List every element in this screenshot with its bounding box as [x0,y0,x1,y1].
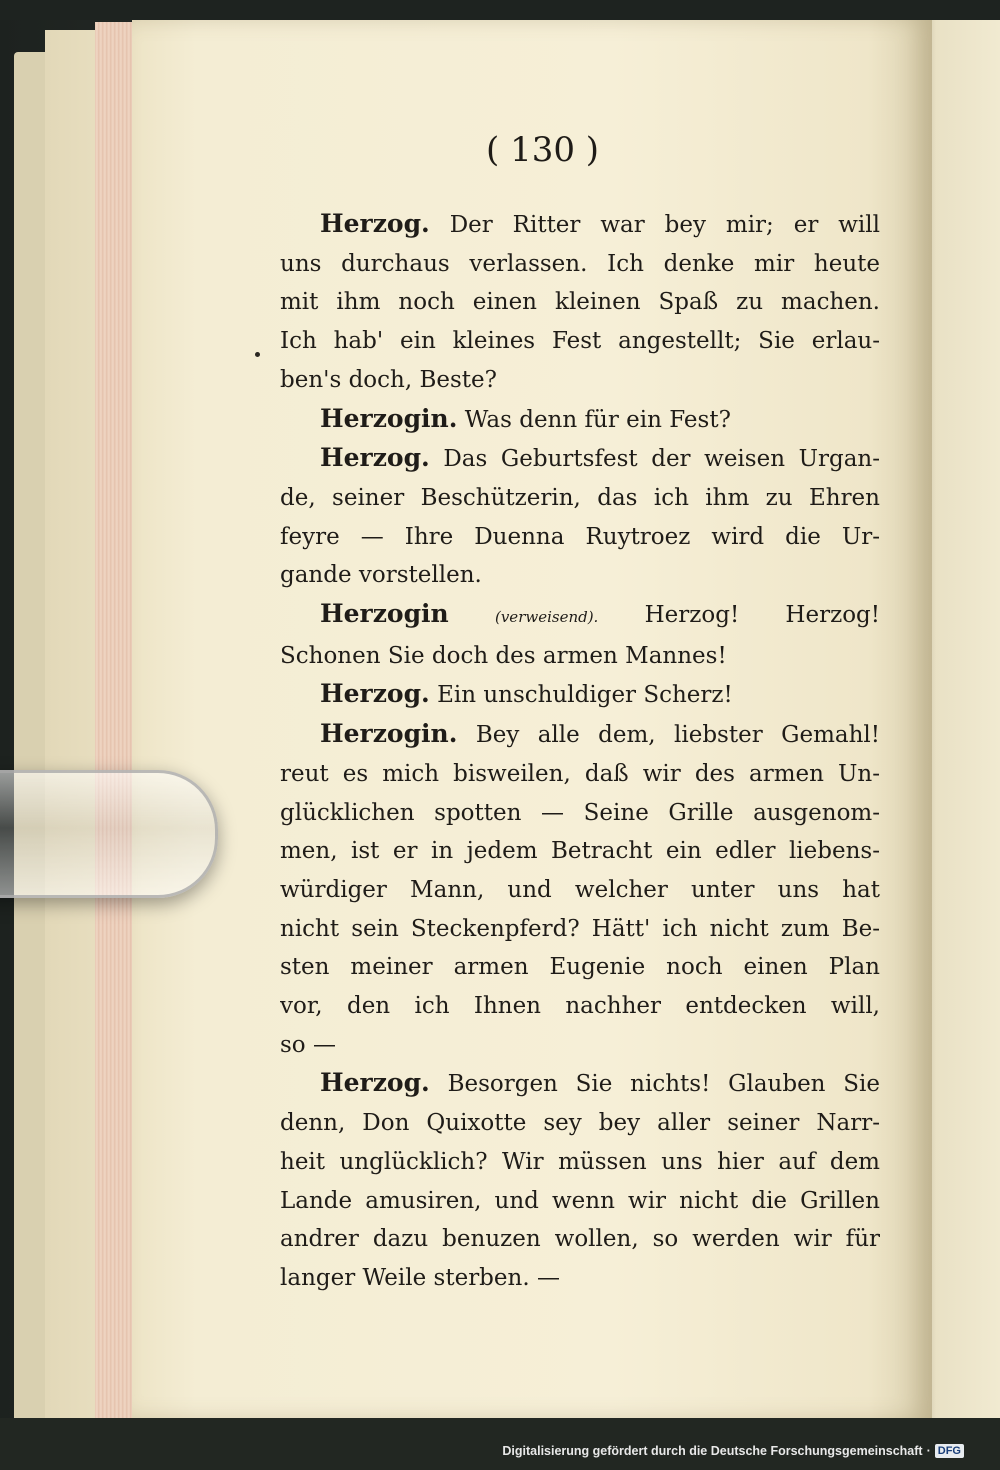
speaker-name: Herzog. [320,1068,430,1098]
speaker-name: Herzogin. [320,403,458,433]
line-text: Der Ritter war bey mir; er will [449,212,880,238]
dialogue-paragraph [280,400,880,440]
line-text: würdiger Mann, und welcher unter uns hat [280,876,880,903]
text-line [280,715,880,755]
dialogue-paragraph [280,715,880,1064]
line-text: nicht sein Steckenpferd? Hätt' ich nicht zum Be- [280,915,880,942]
line-text: reut es mich bisweilen, daß wir des armen Un- [280,760,880,787]
text-line [280,439,880,479]
text-line [280,1026,880,1065]
dialogue-paragraph [280,595,880,675]
dialogue-paragraph [280,1064,880,1297]
line-text: heit unglücklich? Wir müssen uns hier auf dem [280,1148,880,1175]
line-text: Was denn für ein Fest? [464,406,731,433]
footer-text: Digitalisierung gefördert durch die Deutsche Forschungsgemeinschaft [502,1444,923,1458]
line-text: men, ist er in jedem Betracht ein edler liebens- [280,838,880,865]
line-text: mit ihm noch einen kleinen Spaß zu machen. [280,289,880,316]
speaker-name: Herzog. [320,443,430,473]
line-text: Ich hab' ein kleines Fest angestellt; Sie erlau- [280,328,880,355]
speaker-name: Herzogin. [320,719,458,749]
speaker-name: Herzog. [320,209,430,238]
text-line [280,755,880,794]
text-line [280,910,880,949]
line-text: denn, Don Quixotte sey bey aller seiner Narr- [280,1110,880,1137]
line-text: andrer dazu benuzen wollen, so werden wir für [280,1226,880,1253]
line-text: Herzog! Herzog! [644,602,880,629]
text-line [280,794,880,833]
text-line [280,595,880,637]
dfg-logo: DFG [935,1444,964,1458]
text-line [280,1259,880,1298]
text-line [280,1143,880,1182]
line-text: Das Geburtsfest der weisen Urgan- [443,446,880,473]
text-line [280,205,880,245]
text-line [280,400,880,440]
line-text: Besorgen Sie nichts! Glauben Sie [447,1071,880,1098]
text-line [280,832,880,871]
text-line [280,637,880,676]
margin-mark [255,352,260,357]
text-line [280,479,880,518]
text-line [280,322,880,361]
scan-top-border [0,0,1000,20]
stage-direction: (verweisend). [494,608,599,627]
text-line [280,361,880,400]
text-line [280,1104,880,1143]
dialogue-paragraph [280,675,880,715]
page-holder-clip [0,770,218,898]
dialogue-paragraph [280,439,880,595]
line-text: feyre — Ihre Duenna Ruytroez wird die Ur- [280,523,880,550]
line-text: ben's doch, Beste? [280,366,497,393]
line-text: Lande amusiren, und wenn wir nicht die Grillen [280,1187,880,1214]
line-text: langer Weile sterben. — [280,1264,560,1291]
digitization-footer [502,1440,964,1462]
line-text: sten meiner armen Eugenie noch einen Plan [280,954,880,981]
text-line [280,987,880,1026]
text-line [280,283,880,322]
line-text: Bey alle dem, liebster Gemahl! [475,722,880,749]
footer-separator: · [926,1444,931,1458]
text-line [280,1220,880,1259]
line-text: Schonen Sie doch des armen Mannes! [280,642,727,669]
line-text: glücklichen spotten — Seine Grille ausgenom- [280,799,880,826]
speaker-name: Herzogin [320,599,449,629]
page-text [280,205,880,1298]
text-line [280,245,880,284]
text-line [280,1182,880,1221]
text-line [280,948,880,987]
line-text: so — [280,1031,336,1058]
line-text: gande vorstellen. [280,562,482,589]
line-text: vor, den ich Ihnen nachher entdecken will, [280,993,880,1020]
page-number: ( 130 ) [486,130,600,170]
text-line [280,1064,880,1104]
text-line [280,556,880,595]
dialogue-paragraph [280,205,880,400]
text-line [280,871,880,910]
line-text: Ein unschuldiger Scherz! [437,682,733,709]
line-text: de, seiner Beschützerin, das ich ihm zu Ehren [280,484,880,511]
speaker-name: Herzog. [320,679,430,709]
text-line [280,518,880,557]
line-text: uns durchaus verlassen. Ich denke mir heute [280,250,880,277]
text-line [280,675,880,715]
